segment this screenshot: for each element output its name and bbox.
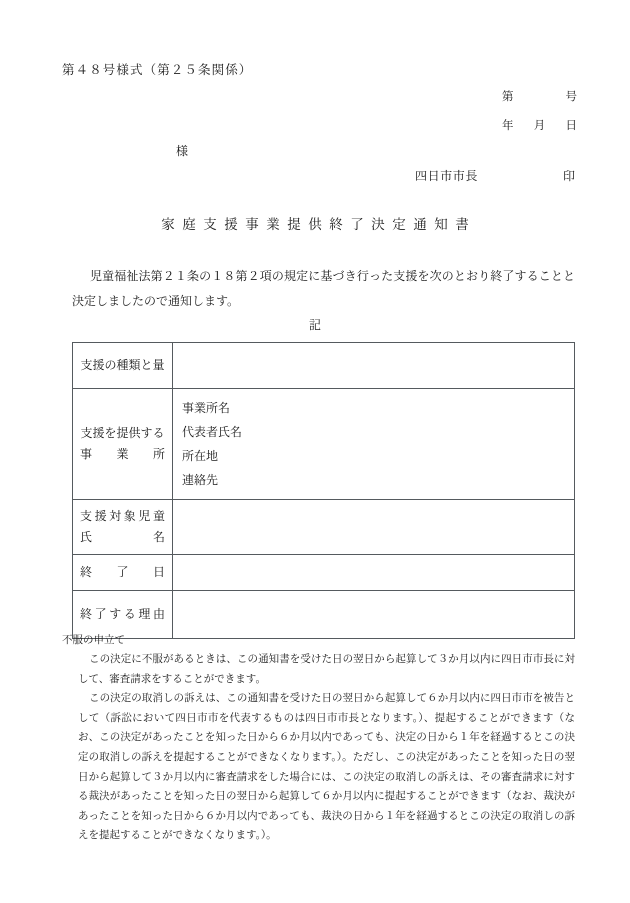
appeal-paragraph: この決定に不服があるときは、この通知書を受けた日の翌日から起算して３か月以内に四日市市長に対して、審査請求をすることができます。 (78, 653, 575, 685)
table-row (73, 555, 575, 591)
addressee-honorific: 様 (176, 144, 189, 158)
table-row-label-line: 支援を提供する (80, 426, 165, 440)
table-row-label-line: 支援の種類と量 (80, 358, 165, 372)
table-row-value[interactable] (173, 389, 575, 500)
table-row-label (73, 500, 173, 555)
table-row-label-line: 氏名 (80, 530, 165, 544)
table-row-label (73, 389, 173, 500)
date-year-label: 年 (502, 118, 514, 132)
appeal-section (62, 632, 575, 846)
table-row-value-line: 事業所名 (182, 401, 231, 415)
details-table-body (73, 343, 575, 639)
form-number: 第４８号様式（第２５条関係） (62, 62, 253, 77)
table-row-label-line: 終了する理由 (80, 607, 165, 621)
table-row-label-line: 事業所 (80, 447, 165, 461)
table-row-value[interactable] (173, 555, 575, 591)
table-row-label (73, 555, 173, 591)
table-row-value[interactable] (173, 500, 575, 555)
details-table (72, 342, 575, 639)
document-number-unit: 号 (565, 89, 577, 103)
table-row-label-line: 支援対象児童 (80, 509, 165, 523)
table-row-label (73, 343, 173, 389)
appeal-paragraph: この決定の取消しの訴えは、この通知書を受けた日の翌日から起算して６か月以内に四日市市を被告として（訴訟において四日市市を代表するものは四日市市長となります。）、提起することができます（なお、この決定があったことを知った日から６か月以内であっても、決定の日から１年を経過するとこの決定の取消しの訴えを提起することができなくなります。）。ただし、この決定があったことを知った日の翌日から起算して３か月以内に審査請求をした場合には、この決定の取消しの訴えは、その審査請求に対する裁決があったことを知った日の翌日から起算して６か月以内に提起することができます（なお、裁決があったことを知った日から６か月以内であっても、裁決の日から１年を経過するとこの決定の取消しの訴えを提起することができなくなります。）。 (78, 692, 575, 842)
record-marker: 記 (308, 318, 321, 332)
document-date-row (430, 117, 580, 133)
page-title: 家庭支援事業提供終了決定通知書 (161, 217, 477, 233)
table-row-value-line: 代表者氏名 (182, 425, 243, 439)
body-paragraph: 児童福祉法第２１条の１８第２項の規定に基づき行った支援を次のとおり終了することと決定しましたので通知します。 (72, 269, 575, 308)
table-row-value-line: 連絡先 (182, 473, 219, 487)
table-row (73, 343, 575, 389)
seal-mark: 印 (562, 169, 575, 183)
issuer-block (415, 167, 575, 184)
issuer-name: 四日市市長 (415, 169, 479, 183)
date-day-label: 日 (565, 118, 577, 132)
table-row-value[interactable] (173, 343, 575, 389)
document-number-row (430, 88, 580, 104)
table-row-label-line: 終了日 (80, 565, 165, 579)
table-row (73, 389, 575, 500)
document-number-label: 第 (502, 89, 514, 103)
appeal-heading: 不服の申立て (62, 634, 125, 646)
document-meta-block (430, 88, 580, 146)
date-month-label: 月 (533, 118, 546, 132)
table-row-value-line: 所在地 (182, 449, 219, 463)
appeal-paragraph-list (62, 650, 575, 846)
table-row (73, 500, 575, 555)
